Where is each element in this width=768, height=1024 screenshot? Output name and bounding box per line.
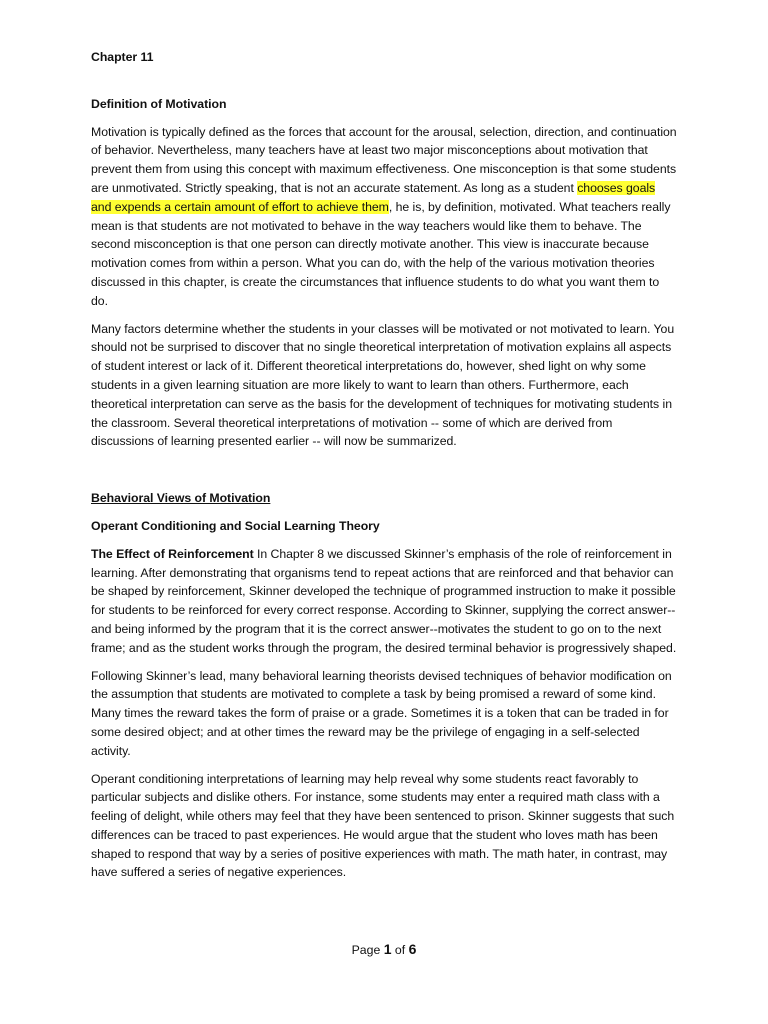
highlighted-text: chooses goals and expends a certain amount of effort to achieve them — [91, 180, 656, 214]
paragraph-4: Following Skinner’s lead, many behavioral learning theorists devised techniques of behavior modification on the assumption that students are motivated to complete a task by being promised a reward of some kind. Many times the reward takes the form of praise or a grade. Sometimes it is a token that can be traded in for some desired object; and at other times the reward may be the privilege of engaging in a self-selected activity. — [91, 668, 672, 758]
paragraph-3 — [91, 545, 677, 658]
sub-heading: Operant Conditioning and Social Learning Theory — [91, 518, 380, 533]
paragraph-5: Operant conditioning interpretations of learning may help reveal why some students react favorably to particular subjects and dislike others. For instance, some students may enter a required math class with a feeling of delight, while others may feel that they have been sentenced to prison. Skinner suggests that such differences can be traced to past experiences. He would argue that the student who loves math has been shaped to respond that way by a series of positive experiences with math. The math hater, in contrast, may have suffered a series of negative experiences. — [91, 771, 675, 880]
paragraph-2: Many factors determine whether the students in your classes will be motivated or not motivated to learn. You should not be surprised to discover that no single theoretical interpretation of motivation explains all aspects of student interest or lack of it. Different theoretical interpretations do, however, shed light on why some students in a given learning situation are more likely to want to learn than others. Furthermore, each theoretical interpretation can serve as the basis for the development of techniques for motivating students in the classroom. Several theoretical interpretations of motivation -- some of which are derived from discussions of learning presented earlier -- will now be summarized. — [91, 321, 675, 449]
definition-heading: Definition of Motivation — [91, 96, 227, 111]
page-footer — [0, 941, 768, 957]
chapter-title: Chapter 11 — [91, 50, 154, 64]
total-pages-number: 6 — [408, 941, 417, 957]
of-word: of — [391, 943, 409, 957]
current-page-number: 1 — [383, 941, 392, 957]
paragraph-3-body: In Chapter 8 we discussed Skinner’s emphasis of the role of reinforcement in learning. After demonstrating that organisms tend to repeat actions that are reinforced and that behavior can be shaped by reinforcement, Skinner developed the technique of programmed instruction to make it possible for students to be reinforced for every correct response. According to Skinner, supplying the correct answer--and being informed by the program that it is the correct answer--motivates the student to go on to the next frame; and as the student works through the program, the desired terminal behavior is progressively shaped. — [91, 546, 677, 655]
paragraph-1-end: , he is, by definition, motivated. What teachers really mean is that students are not motivated to behave in the way teachers would like them to behave. The second misconception is that one person can directly motivate another. This view is inaccurate because motivation comes from within a person. What you can do, with the help of the various motivation theories discussed in this chapter, is create the circumstances that influence students to do what you want them to do. — [91, 199, 671, 308]
document-page — [91, 40, 677, 882]
paragraph-3-lead: The Effect of Reinforcement — [91, 546, 254, 561]
paragraph-1-start: Motivation is typically defined as the forces that account for the arousal, selection, direction, and continuation of behavior. Nevertheless, many teachers have at least two major misconceptions about motivation that prevent them from using this concept with maximum effectiveness. One misconception is that some students are unmotivated. Strictly speaking, that is not an accurate statement. As long as a student — [91, 124, 677, 195]
section-heading: Behavioral Views of Motivation — [91, 491, 271, 506]
paragraph-1 — [91, 123, 677, 311]
page-word: Page — [351, 943, 384, 957]
